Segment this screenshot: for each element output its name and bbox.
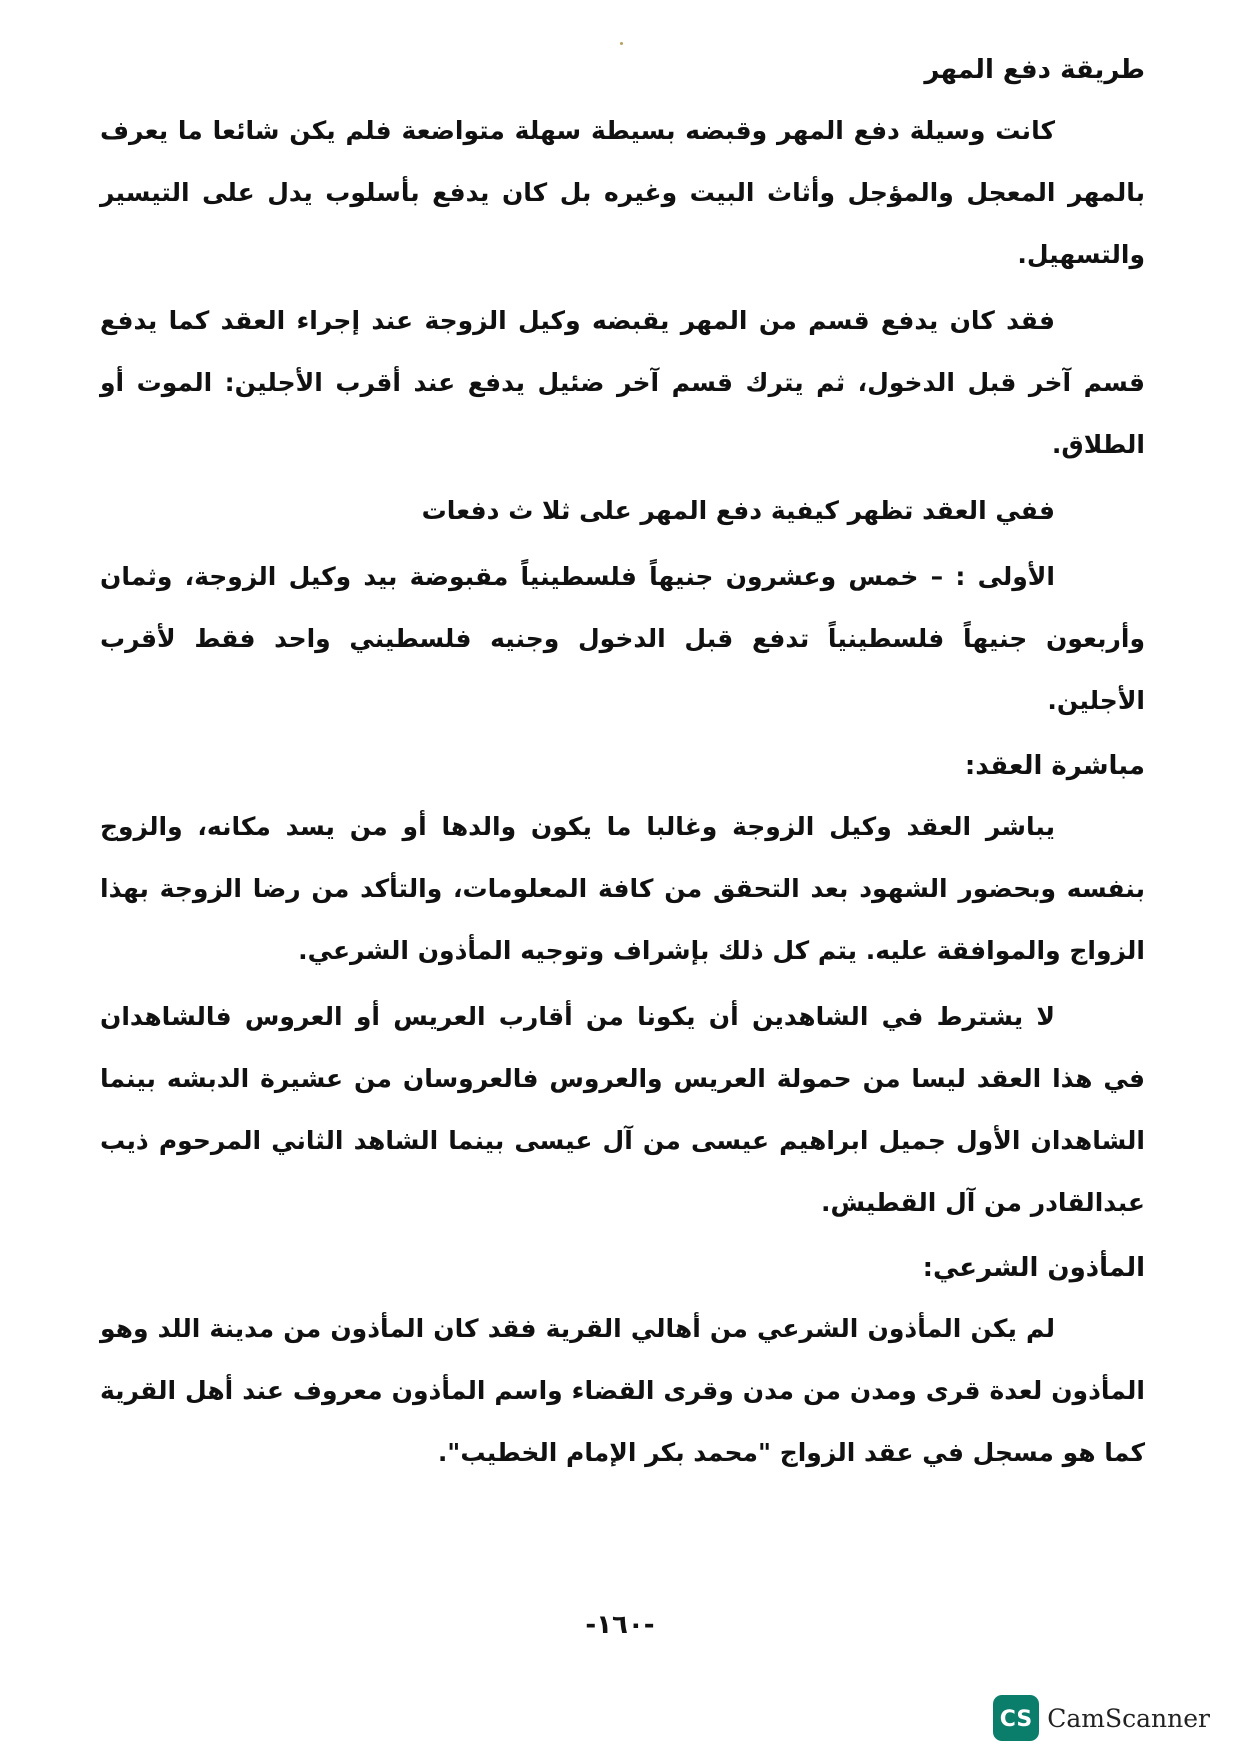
paragraph: فقد كان يدفع قسم من المهر يقبضه وكيل الزوجة عند إجراء العقد كما يدفع قسم آخر قبل الدخول، ثم يترك قسم آخر ضئيل يدفع عند أقرب الأجلين: الموت أو الطلاق.	[100, 306, 1145, 459]
camscanner-watermark	[993, 1695, 1210, 1741]
document-body	[100, 40, 1145, 1488]
paragraph: الأولى : – خمس وعشرون جنيهاً فلسطينياً مقبوضة بيد وكيل الزوجة، وثمان وأربعون جنيهاً فلسطينياً تدفع قبل الدخول وجنيه فلسطيني واحد فقط لأقرب الأجلين.	[100, 562, 1145, 715]
paragraph: كانت وسيلة دفع المهر وقبضه بسيطة سهلة متواضعة فلم يكن شائعا ما يعرف بالمهر المعجل والمؤجل وأثاث البيت وغيره بل كان يدفع بأسلوب يدل على التيسير والتسهيل.	[100, 116, 1145, 269]
paragraph: يباشر العقد وكيل الزوجة وغالبا ما يكون والدها أو من يسد مكانه، والزوج بنفسه وبحضور الشهود بعد التحقق من كافة المعلومات، والتأكد من رضا الزوجة بهذا الزواج والموافقة عليه. يتم كل ذلك بإشراف وتوجيه المأذون الشرعي.	[100, 812, 1145, 965]
section-heading-marriage-officiant: المأذون الشرعي:	[922, 1253, 1145, 1283]
section-heading-contract-conduct: مباشرة العقد:	[964, 751, 1145, 781]
paragraph: لا يشترط في الشاهدين أن يكونا من أقارب العريس أو العروس فالشاهدان في هذا العقد ليسا من حمولة العريس والعروس فالعروسان من عشيرة الدبشه بينما الشاهدان الأول جميل ابراهيم عيسى من آل عيسى بينما الشاهد الثاني المرحوم ذيب عبدالقادر من آل القطيش.	[100, 1002, 1145, 1217]
paragraph: ففي العقد تظهر كيفية دفع المهر على ثلا ث دفعات	[421, 496, 1055, 525]
page-number: -١٦٠-	[585, 1610, 655, 1640]
camscanner-logo-text: CS	[1000, 1707, 1033, 1732]
paragraph: لم يكن المأذون الشرعي من أهالي القرية فقد كان المأذون من مدينة اللد وهو المأذون لعدة قرى ومدن من مدن وقرى القضاء واسم المأذون معروف عند أهل القرية كما هو مسجل في عقد الزواج "محمد بكر الإمام الخطيب".	[100, 1314, 1145, 1467]
camscanner-logo-icon	[993, 1695, 1039, 1741]
camscanner-label: CamScanner	[1047, 1703, 1210, 1733]
section-heading-mahr-payment: طريقة دفع المهر	[924, 55, 1145, 85]
